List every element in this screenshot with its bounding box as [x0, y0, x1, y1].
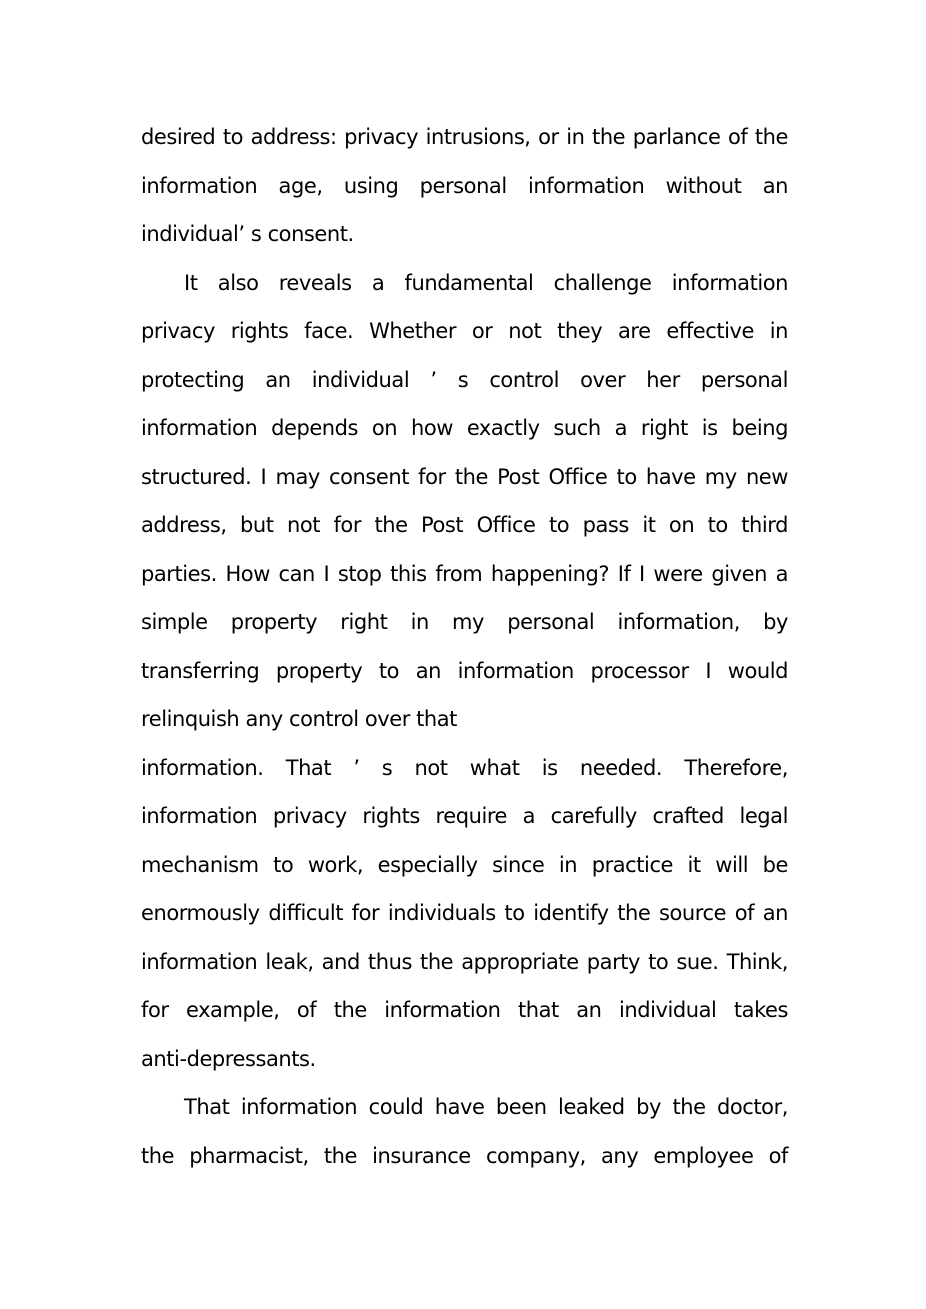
text-line: privacy rights face. Whether or not they are effective in [141, 319, 788, 343]
text-line: simple property right in my personal information, by [141, 610, 788, 634]
text-line: enormously difficult for individuals to identify the source of an [141, 901, 788, 925]
text-line: the pharmacist, the insurance company, any employee of [141, 1143, 788, 1168]
paragraph-first-line: It also reveals a fundamental challenge information [184, 270, 788, 295]
text-line: information leak, and thus the appropriate party to sue. Think, [141, 949, 788, 974]
text-line: structured. I may consent for the Post Office to have my new [141, 464, 788, 489]
text-line: relinquish any control over that [141, 707, 457, 731]
paragraph-first-line: That information could have been leaked by the doctor, [184, 1095, 788, 1119]
text-line: information. That ’ s not what is needed. Therefore, [141, 755, 788, 780]
text-line: information privacy rights require a carefully crafted legal [141, 804, 788, 828]
text-line: address, but not for the Post Office to pass it on to third [141, 513, 788, 537]
text-line: transferring property to an information processor I would [141, 658, 788, 683]
document-page [141, 113, 788, 1180]
text-line: individual’ s consent. [141, 222, 354, 246]
text-line: information age, using personal information without an [141, 173, 788, 198]
text-line: for example, of the information that an individual takes [141, 998, 788, 1022]
text-line: desired to address: privacy intrusions, or in the parlance of the [141, 125, 788, 149]
text-line: parties. How can I stop this from happening? If I were given a [141, 561, 788, 586]
text-line: protecting an individual ’ s control over her personal [141, 367, 788, 392]
text-line: information depends on how exactly such a right is being [141, 416, 788, 440]
text-line: anti-depressants. [141, 1046, 316, 1071]
text-line: mechanism to work, especially since in practice it will be [141, 852, 788, 877]
